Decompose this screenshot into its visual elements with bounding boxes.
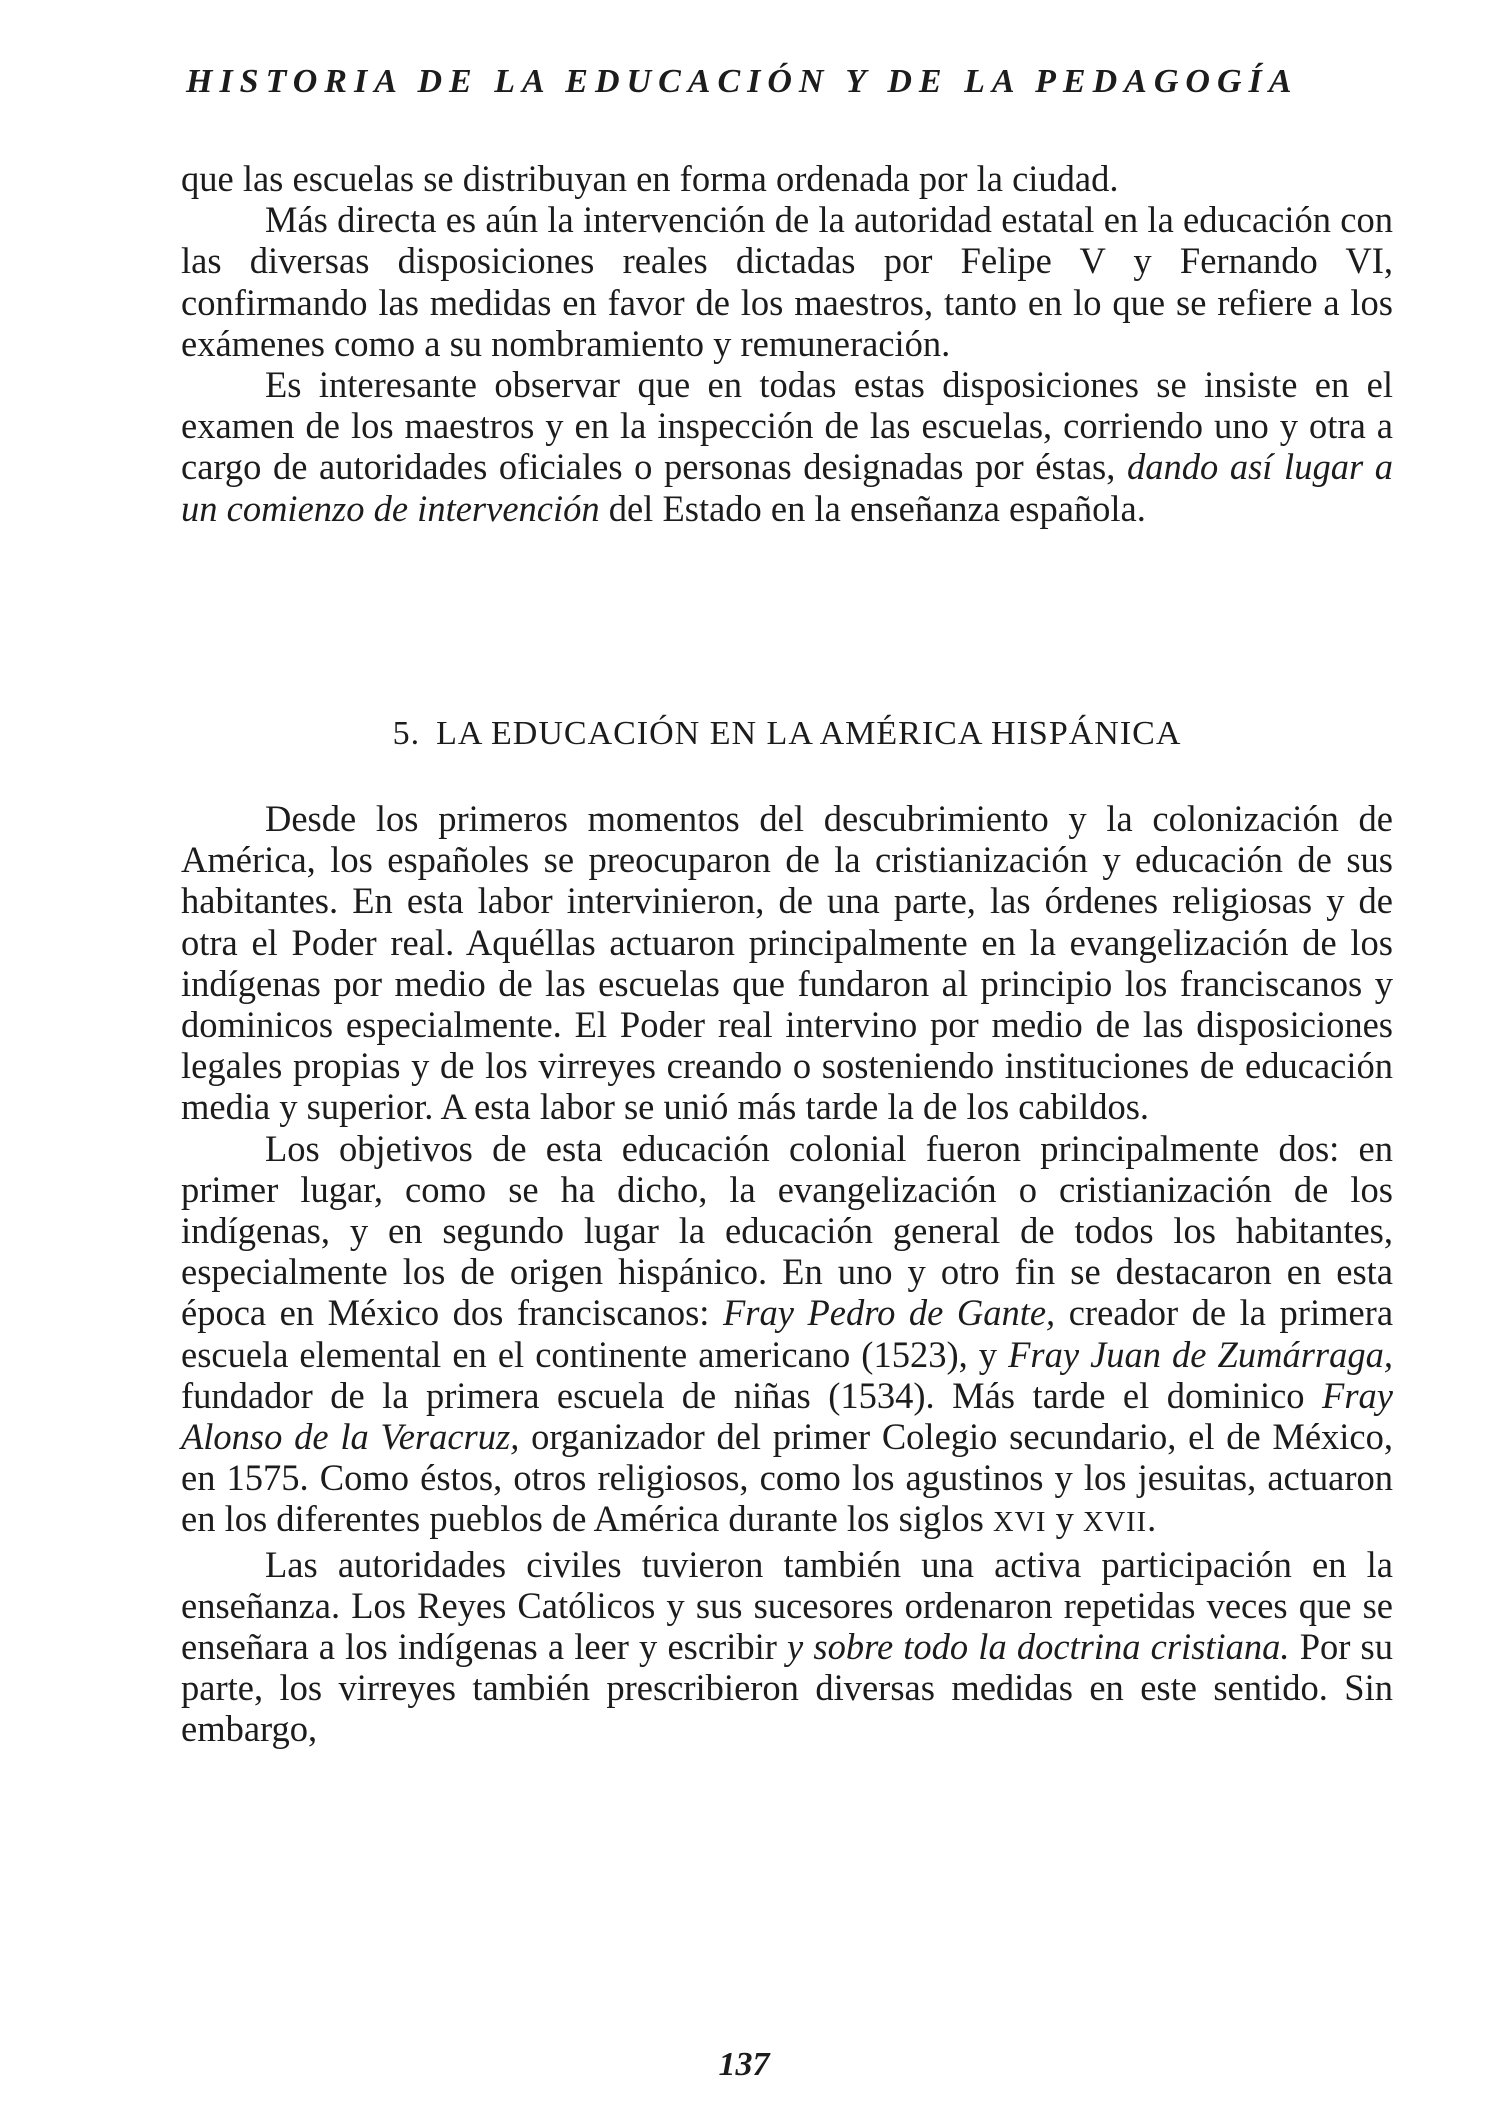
- section-number: 5.: [392, 715, 421, 752]
- person-name: Fray Juan de Zumárraga,: [1008, 1333, 1393, 1375]
- paragraph-text: organizador del primer Colegio secundario, el de México, en 1575. Como éstos, otros religiosos, como los agustinos y los jesuitas, actuaron en los diferentes pueblos de América durante los siglos: [181, 1416, 1394, 1540]
- text-block-main: [181, 798, 1393, 1750]
- paragraph: [181, 1544, 1393, 1750]
- paragraph-text: del Estado en la enseñanza española.: [608, 487, 1146, 529]
- italic-phrase: y sobre todo la doctrina cristiana.: [787, 1626, 1290, 1668]
- paragraph: [181, 1128, 1393, 1544]
- paragraph: Más directa es aún la intervención de la autoridad estatal en la educación con las diversas disposiciones reales dictadas por Felipe V y Fernando VI, confirmando las medidas en favor de los maestros, tanto en lo que se refiere a los exámenes como a su nombramiento y remuneración.: [181, 199, 1393, 364]
- paragraph-text: .: [1147, 1498, 1157, 1540]
- paragraph-text: y: [1055, 1498, 1074, 1540]
- century-numeral: XVII: [1083, 1507, 1148, 1539]
- page-number: 137: [718, 2046, 770, 2083]
- paragraph: [181, 364, 1393, 529]
- running-header: HISTORIA DE LA EDUCACIÓN Y DE LA PEDAGOGÍA: [186, 63, 1299, 100]
- section-heading: [181, 714, 1393, 754]
- person-name: Fray Alonso de la Veracruz,: [181, 1374, 1393, 1458]
- paragraph-text: Las autoridades civiles tuvieron también una activa participación en la enseñanza. Los Reyes Católicos y sus sucesores ordenaron repetidas veces que se enseñara a los indígenas a leer y escribir: [181, 1543, 1393, 1668]
- paragraph-text: creador de la primera escuela elemental en el continente americano (1523), y: [181, 1292, 1394, 1375]
- paragraph-text: Los objetivos de esta educación colonial fueron principalmente dos: en primer lugar, como se ha dicho, la evangelización o cristianización de los indígenas, y en segundo lugar la educación general de todos los habitantes, especialmente los de origen hispánico. En uno y otro fin se destacaron en esta época en México dos franciscanos:: [181, 1127, 1393, 1334]
- paragraph-text: Por su parte, los virreyes también prescribieron diversas medidas en este sentido. Sin embargo,: [181, 1626, 1393, 1750]
- paragraph-continuation: que las escuelas se distribuyan en forma ordenada por la ciudad.: [181, 158, 1119, 199]
- italic-phrase: dando así lugar a un comienzo de intervención: [181, 446, 1393, 529]
- text-block-top: [181, 158, 1393, 529]
- paragraph: Desde los primeros momentos del descubrimiento y la colonización de América, los españoles se preocuparon de la cristianización y educación de sus habitantes. En esta labor intervinieron, de una parte, las órdenes religiosas y de otra el Poder real. Aquéllas actuaron principalmente en la evangelización de los indígenas por medio de las escuelas que fundaron al principio los franciscanos y dominicos especialmente. El Poder real intervino por medio de las disposiciones legales propias y de los virreyes creando o sosteniendo instituciones de educación media y superior. A esta labor se unió más tarde la de los cabildos.: [181, 798, 1393, 1128]
- paragraph-text: fundador de la primera escuela de niñas (1534). Más tarde el dominico: [181, 1374, 1305, 1416]
- paragraph-text: Es interesante observar que en todas estas disposiciones se insiste en el examen de los maestros y en la inspección de las escuelas, corriendo uno y otra a cargo de autoridades oficiales o personas designadas por éstas,: [181, 364, 1393, 488]
- section-title: LA EDUCACIÓN EN LA AMÉRICA HISPÁNICA: [436, 715, 1182, 752]
- person-name: Fray Pedro de Gante,: [723, 1292, 1056, 1334]
- century-numeral: XVI: [992, 1507, 1047, 1539]
